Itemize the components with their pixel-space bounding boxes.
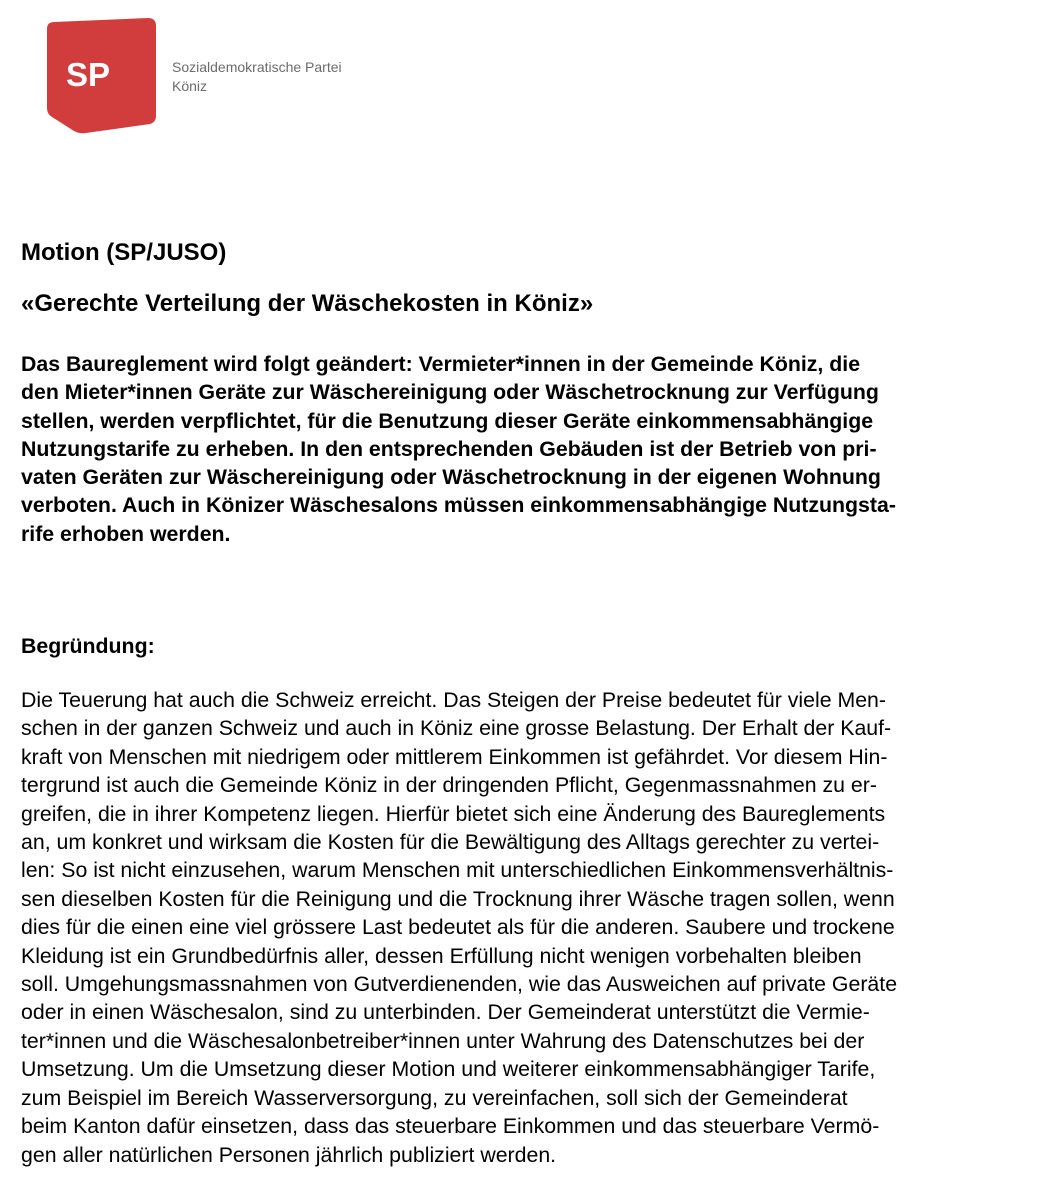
reasoning-heading: Begründung: — [21, 634, 155, 658]
reasoning-line: kraft von Menschen mit niedrigem oder mittlerem Einkommen ist gefährdet. Vor diesem Hin- — [21, 744, 888, 769]
sp-logo-mark — [44, 16, 159, 134]
reasoning-line: Kleidung ist ein Grundbedürfnis aller, dessen Erfüllung nicht wenigen vorbehalten bleiben — [21, 943, 862, 968]
reasoning-line: beim Kanton dafür einsetzen, dass das steuerbare Einkommen und das steuerbare Vermö- — [21, 1114, 880, 1139]
party-logo — [44, 16, 364, 140]
reasoning-line: ter*innen und die Wäschesalonbetreiber*innen unter Wahrung des Datenschutzes bei der — [21, 1028, 865, 1053]
motion-line: rife erhoben werden. — [21, 521, 231, 546]
reasoning-line: dies für die einen eine viel grössere Last bedeutet als für die anderen. Saubere und trockene — [21, 915, 895, 940]
reasoning-line: gen aller natürlichen Personen jährlich publiziert werden. — [21, 1142, 557, 1167]
motion-line: Nutzungstarife zu erheben. In den entsprechenden Gebäuden ist der Betrieb von pri- — [21, 436, 877, 461]
motion-line: stellen, werden verpflichtet, für die Benutzung dieser Geräte einkommensabhängige — [21, 408, 874, 433]
document-subtitle: «Gerechte Verteilung der Wäschekosten in Köniz» — [21, 290, 594, 317]
reasoning-line: an, um konkret und wirksam die Kosten für die Bewältigung des Alltags gerechter zu vertei- — [21, 830, 880, 855]
organization-name-line1: Sozialdemokratische Partei — [172, 59, 342, 75]
reasoning-line: tergrund ist auch die Gemeinde Köniz in der dringenden Pflicht, Gegenmassnahmen zu er- — [21, 773, 877, 798]
reasoning-line: zum Beispiel im Bereich Wasserversorgung, zu vereinfachen, soll sich der Gemeinderat — [21, 1085, 848, 1110]
reasoning-line: soll. Umgehungsmassnahmen von Gutverdienenden, wie das Ausweichen auf private Geräte — [21, 972, 898, 997]
reasoning-line: schen in der ganzen Schweiz und auch in Köniz eine grosse Belastung. Der Erhalt der Kauf- — [21, 716, 892, 741]
motion-line: den Mieter*innen Geräte zur Wäschereinigung oder Wäschetrocknung zur Verfügung — [21, 380, 879, 405]
motion-line: Das Baureglement wird folgt geändert: Vermieter*innen in der Gemeinde Köniz, die — [21, 352, 861, 376]
reasoning-line: len: So ist nicht einzusehen, warum Menschen mit unterschiedlichen Einkommensverhältnis- — [21, 858, 894, 883]
reasoning-line: Umsetzung. Um die Umsetzung dieser Motion und weiterer einkommensabhängiger Tarife, — [21, 1057, 876, 1082]
organization-name-line2: Köniz — [172, 78, 208, 94]
logo-text: SP — [65, 56, 111, 93]
motion-line: verboten. Auch in Könizer Wäschesalons müssen einkommensabhängige Nutzungsta- — [21, 493, 896, 518]
organization-name — [172, 58, 342, 96]
document-title: Motion (SP/JUSO) — [21, 239, 227, 266]
reasoning-text — [21, 686, 897, 1169]
motion-text — [21, 350, 896, 548]
reasoning-line: sen dieselben Kosten für die Reinigung und die Trocknung ihrer Wäsche tragen sollen, wenn — [21, 886, 895, 911]
reasoning-line: greifen, die in ihrer Kompetenz liegen. Hierfür bietet sich eine Änderung des Baureglements — [21, 801, 886, 826]
reasoning-line: Die Teuerung hat auch die Schweiz erreicht. Das Steigen der Preise bedeutet für viele Men- — [21, 688, 886, 712]
reasoning-line: oder in einen Wäschesalon, sind zu unterbinden. Der Gemeinderat unterstützt die Vermie- — [21, 1000, 870, 1025]
motion-line: vaten Geräten zur Wäschereinigung oder Wäschetrocknung in der eigenen Wohnung — [21, 465, 881, 490]
